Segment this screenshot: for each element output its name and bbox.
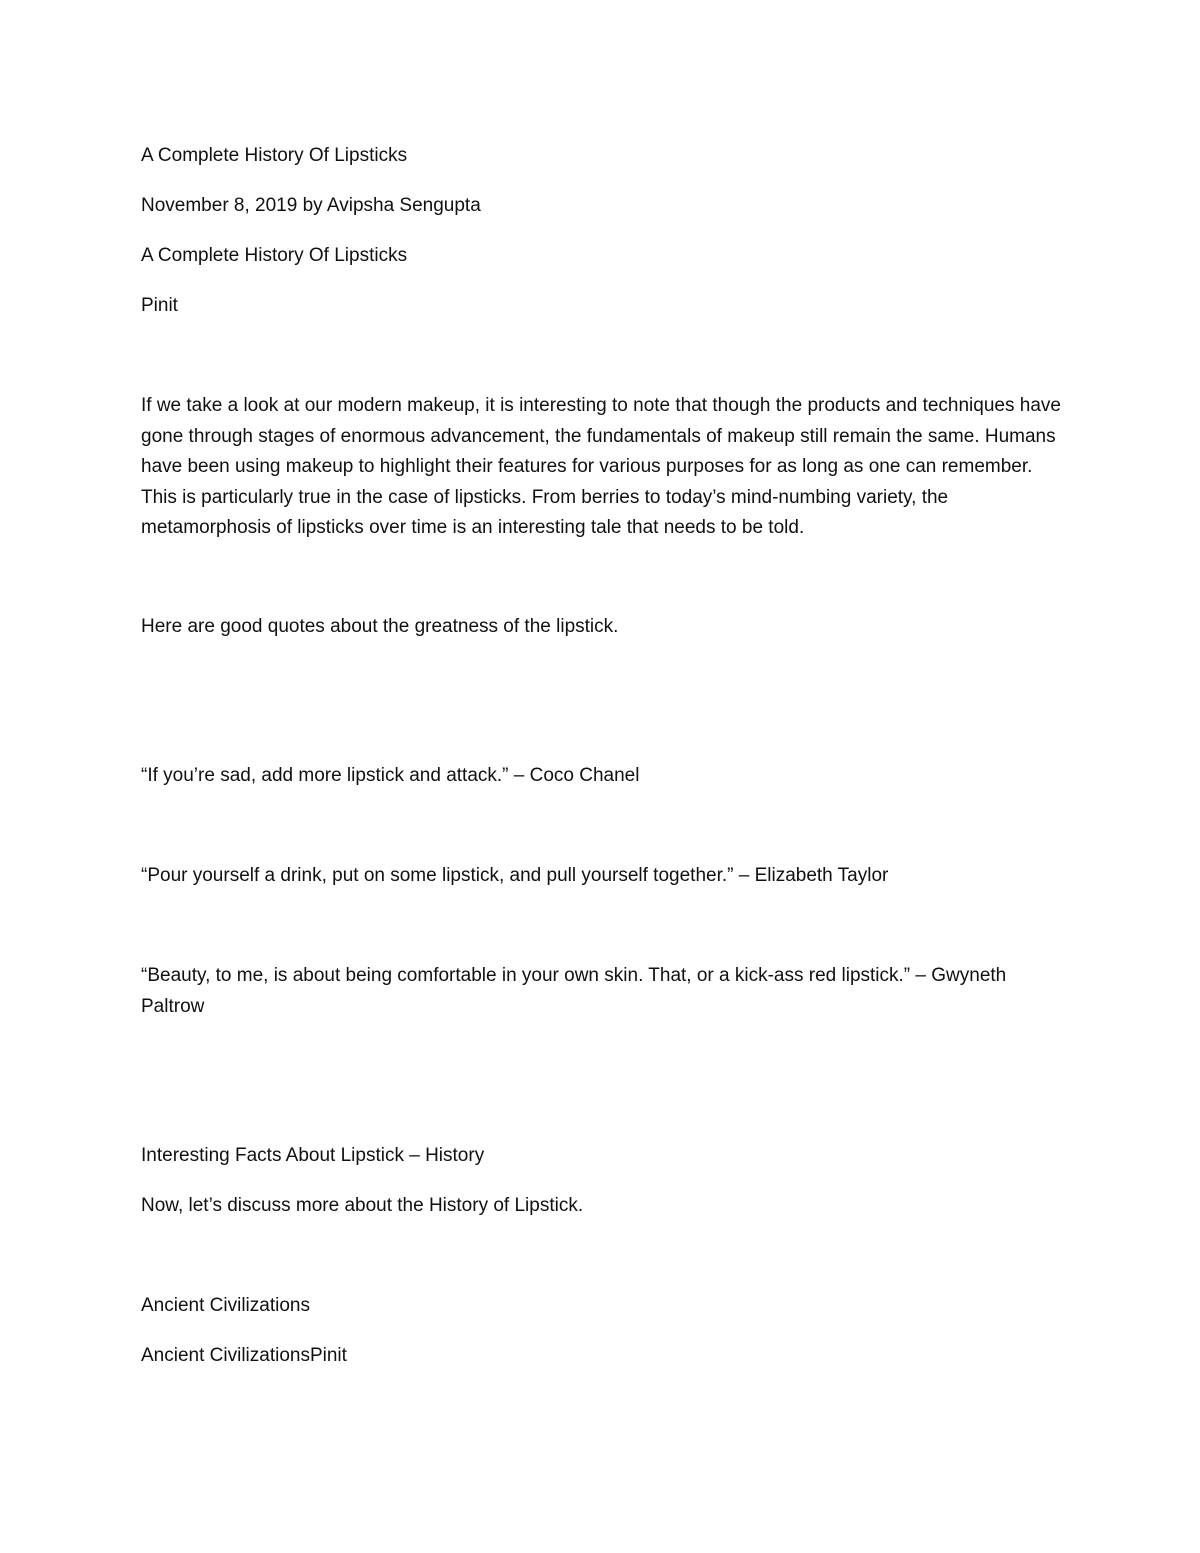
section-image-caption: Ancient CivilizationsPinit: [141, 1345, 347, 1366]
byline: November 8, 2019 by Avipsha Sengupta: [141, 195, 481, 216]
image-caption: A Complete History Of Lipsticks: [141, 245, 408, 266]
quote-coco-chanel: “If you’re sad, add more lipstick and attack.” – Coco Chanel: [141, 765, 640, 786]
quote-elizabeth-taylor: “Pour yourself a drink, put on some lipstick, and pull yourself together.” – Elizabeth Taylor: [141, 865, 889, 886]
facts-heading: Interesting Facts About Lipstick – History: [141, 1145, 485, 1166]
pinit-link[interactable]: Pinit: [141, 295, 178, 316]
intro-paragraph: If we take a look at our modern makeup, it is interesting to note that though the products and techniques have gone through stages of enormous advancement, the fundamentals of makeup still remain the same. Humans have been using makeup to highlight their features for various purposes for as long as one can remember. This is particularly true in the case of lipsticks. From berries to today’s mind-numbing variety, the metamorphosis of lipsticks over time is an interesting tale that needs to be told.: [141, 395, 1061, 538]
facts-intro: Now, let’s discuss more about the History of Lipstick.: [141, 1195, 584, 1216]
document-title: A Complete History Of Lipsticks: [141, 145, 408, 166]
quotes-intro: Here are good quotes about the greatness of the lipstick.: [141, 616, 619, 637]
quote-gwyneth-paltrow: “Beauty, to me, is about being comfortable in your own skin. That, or a kick-ass red lipstick.” – Gwyneth Paltrow: [141, 965, 1007, 1017]
section-heading-ancient-civilizations: Ancient Civilizations: [141, 1295, 310, 1316]
